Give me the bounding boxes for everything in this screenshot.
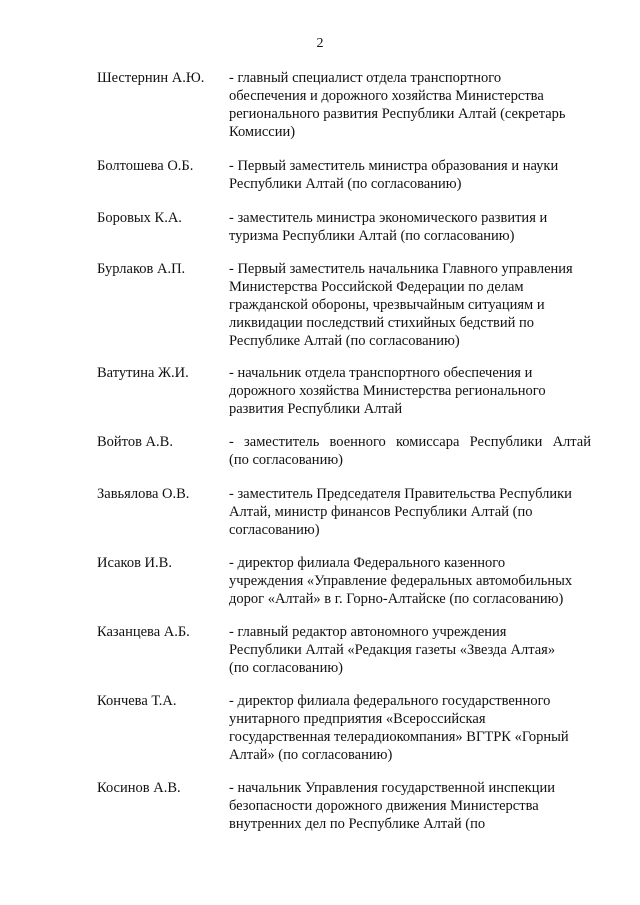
position-line: обеспечения и дорожного хозяйства Министерства — [229, 88, 544, 104]
position-line: дорог «Алтай» в г. Горно-Алтайске (по согласованию) — [229, 591, 564, 607]
member-position — [229, 69, 591, 141]
member-name: Болтошева О.Б. — [97, 158, 194, 174]
position-line: согласованию) — [229, 522, 320, 538]
position-line: Республики Алтай «Редакция газеты «Звезда Алтая» — [229, 642, 556, 658]
member-name: Исаков И.В. — [97, 555, 172, 571]
position-line: - начальник отдела транспортного обеспечения и — [229, 365, 533, 381]
position-line: ликвидации последствий стихийных бедствий по — [229, 315, 535, 331]
position-line: туризма Республики Алтай (по согласованию) — [229, 228, 515, 244]
position-line: - главный редактор автономного учреждения — [229, 624, 507, 640]
member-name: Боровых К.А. — [97, 210, 182, 226]
member-position — [229, 157, 591, 193]
member-position — [229, 485, 591, 539]
member-name: Шестернин А.Ю. — [97, 70, 205, 86]
position-line: учреждения «Управление федеральных автомобильных — [229, 573, 573, 589]
member-name: Завьялова О.В. — [97, 486, 190, 502]
member-position — [229, 554, 591, 608]
position-line: - заместитель военного комиссара Республики Алтай — [229, 434, 591, 450]
position-line: Алтай» (по согласованию) — [229, 747, 393, 763]
position-line: регионального развития Республики Алтай (секретарь — [229, 106, 566, 122]
position-line: гражданской обороны, чрезвычайным ситуациям и — [229, 297, 545, 313]
member-position — [229, 692, 591, 764]
position-line: - начальник Управления государственной инспекции — [229, 780, 555, 796]
position-line: (по согласованию) — [229, 452, 343, 468]
member-name: Ватутина Ж.И. — [97, 365, 189, 381]
position-line: - Первый заместитель министра образования и науки — [229, 158, 559, 174]
member-name: Казанцева А.Б. — [97, 624, 190, 640]
position-line: - заместитель министра экономического развития и — [229, 210, 548, 226]
member-position — [229, 364, 591, 418]
member-name: Бурлаков А.П. — [97, 261, 186, 277]
position-line: - директор филиала Федерального казенного — [229, 555, 506, 571]
position-line: государственная телерадиокомпания» ВГТРК «Горный — [229, 729, 569, 745]
position-line: Республики Алтай (по согласованию) — [229, 176, 462, 192]
position-line: - главный специалист отдела транспортного — [229, 70, 502, 86]
position-line: безопасности дорожного движения Министерства — [229, 798, 539, 814]
position-line: (по согласованию) — [229, 660, 343, 676]
position-line: - директор филиала федерального государственного — [229, 693, 551, 709]
member-position — [229, 209, 591, 245]
member-name: Кончева Т.А. — [97, 693, 177, 709]
member-position — [229, 260, 591, 350]
member-position — [229, 433, 591, 469]
position-line: внутренних дел по Республике Алтай (по — [229, 816, 486, 832]
member-position — [229, 779, 591, 833]
position-line: унитарного предприятия «Всероссийская — [229, 711, 486, 727]
position-line: Министерства Российской Федерации по делам — [229, 279, 524, 295]
position-line: Республике Алтай (по согласованию) — [229, 333, 460, 349]
position-line: дорожного хозяйства Министерства регионального — [229, 383, 546, 399]
member-name: Войтов А.В. — [97, 434, 173, 450]
member-name: Косинов А.В. — [97, 780, 181, 796]
position-line: развития Республики Алтай — [229, 401, 403, 417]
position-line: - заместитель Председателя Правительства Республики — [229, 486, 572, 502]
page-number: 2 — [316, 36, 324, 51]
position-line: Комиссии) — [229, 124, 296, 140]
member-position — [229, 623, 591, 677]
position-line: - Первый заместитель начальника Главного управления — [229, 261, 573, 277]
position-line: Алтай, министр финансов Республики Алтай (по — [229, 504, 533, 520]
